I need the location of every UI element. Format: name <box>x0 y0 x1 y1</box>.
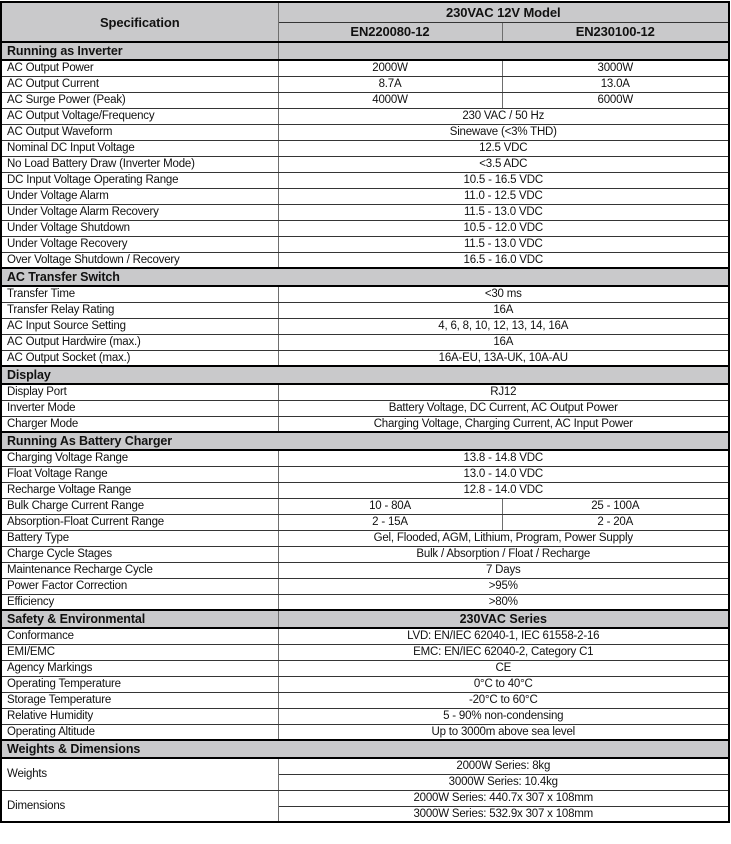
spec-row <box>1 334 729 350</box>
model-column-header-1: EN220080-12 <box>278 22 502 42</box>
spec-value-cell: 12.8 - 14.0 VDC <box>278 482 729 498</box>
spec-value-cell: Up to 3000m above sea level <box>278 724 729 740</box>
spec-label-cell: AC Output Waveform <box>1 124 278 140</box>
spec-value-cell: Bulk / Absorption / Float / Recharge <box>278 546 729 562</box>
spec-value-cell: 10.5 - 16.5 VDC <box>278 172 729 188</box>
spec-row <box>1 482 729 498</box>
spec-row <box>1 724 729 740</box>
spec-row <box>1 628 729 644</box>
spec-label-cell: Charge Cycle Stages <box>1 546 278 562</box>
spec-value-cell: 13.0A <box>502 76 729 92</box>
spec-label-cell: Conformance <box>1 628 278 644</box>
spec-label-cell: Efficiency <box>1 594 278 610</box>
spec-row <box>1 302 729 318</box>
spec-label-cell: AC Surge Power (Peak) <box>1 92 278 108</box>
spec-value-cell: 3000W <box>502 60 729 76</box>
spec-value-cell: LVD: EN/IEC 62040-1, IEC 61558-2-16 <box>278 628 729 644</box>
spec-row <box>1 416 729 432</box>
spec-table-body <box>1 42 729 822</box>
spec-row <box>1 660 729 676</box>
spec-row <box>1 758 729 774</box>
spec-value-cell: 12.5 VDC <box>278 140 729 156</box>
spec-value-cell: 11.0 - 12.5 VDC <box>278 188 729 204</box>
spec-row <box>1 318 729 334</box>
spec-value-cell: 13.0 - 14.0 VDC <box>278 466 729 482</box>
spec-row <box>1 790 729 806</box>
spec-value-cell: Gel, Flooded, AGM, Lithium, Program, Power Supply <box>278 530 729 546</box>
section-title-cell: Running as Inverter <box>1 42 278 60</box>
spec-label-cell: AC Input Source Setting <box>1 318 278 334</box>
spec-value-cell: 11.5 - 13.0 VDC <box>278 204 729 220</box>
spec-value-cell: 3000W Series: 10.4kg <box>278 774 729 790</box>
spec-value-cell: 2000W Series: 8kg <box>278 758 729 774</box>
spec-label-cell: Transfer Relay Rating <box>1 302 278 318</box>
section-title-cell: Weights & Dimensions <box>1 740 729 758</box>
spec-value-cell: -20°C to 60°C <box>278 692 729 708</box>
spec-row <box>1 350 729 366</box>
spec-row <box>1 692 729 708</box>
section-value-cell: 230VAC Series <box>278 610 729 628</box>
section-header-row <box>1 268 729 286</box>
spec-column-header: Specification <box>1 2 278 42</box>
spec-row <box>1 252 729 268</box>
spec-label-cell: Relative Humidity <box>1 708 278 724</box>
spec-row <box>1 466 729 482</box>
spec-row <box>1 188 729 204</box>
spec-value-cell: Battery Voltage, DC Current, AC Output Power <box>278 400 729 416</box>
spec-label-cell: AC Output Hardwire (max.) <box>1 334 278 350</box>
spec-value-cell: 2000W Series: 440.7x 307 x 108mm <box>278 790 729 806</box>
spec-label-cell: Power Factor Correction <box>1 578 278 594</box>
spec-row <box>1 236 729 252</box>
section-title-cell: Display <box>1 366 729 384</box>
spec-row <box>1 108 729 124</box>
spec-row <box>1 92 729 108</box>
spec-value-cell: 0°C to 40°C <box>278 676 729 692</box>
spec-value-cell: 10.5 - 12.0 VDC <box>278 220 729 236</box>
spec-value-cell: 5 - 90% non-condensing <box>278 708 729 724</box>
spec-row <box>1 60 729 76</box>
model-column-header-2: EN230100-12 <box>502 22 729 42</box>
spec-label-cell: Under Voltage Alarm Recovery <box>1 204 278 220</box>
spec-value-cell: <30 ms <box>278 286 729 302</box>
spec-label-cell: No Load Battery Draw (Inverter Mode) <box>1 156 278 172</box>
spec-label-cell: Display Port <box>1 384 278 400</box>
spec-row <box>1 140 729 156</box>
spec-label-cell: AC Output Power <box>1 60 278 76</box>
spec-value-cell: EMC: EN/IEC 62040-2, Category C1 <box>278 644 729 660</box>
spec-value-cell: 16A <box>278 302 729 318</box>
spec-value-cell: 230 VAC / 50 Hz <box>278 108 729 124</box>
spec-label-cell: Over Voltage Shutdown / Recovery <box>1 252 278 268</box>
spec-value-cell: CE <box>278 660 729 676</box>
header-row-group <box>1 2 729 22</box>
spec-value-cell: 2 - 15A <box>278 514 502 530</box>
section-header-row <box>1 42 729 60</box>
spec-value-cell: 7 Days <box>278 562 729 578</box>
spec-row <box>1 172 729 188</box>
spec-value-cell: 16A-EU, 13A-UK, 10A-AU <box>278 350 729 366</box>
spec-value-cell: 13.8 - 14.8 VDC <box>278 450 729 466</box>
section-title-cell: Safety & Environmental <box>1 610 278 628</box>
spec-row <box>1 562 729 578</box>
specification-table <box>0 1 730 823</box>
spec-label-cell: Recharge Voltage Range <box>1 482 278 498</box>
spec-value-cell: >80% <box>278 594 729 610</box>
spec-label-cell: Bulk Charge Current Range <box>1 498 278 514</box>
spec-label-cell: Absorption-Float Current Range <box>1 514 278 530</box>
spec-row <box>1 498 729 514</box>
spec-value-cell: 16.5 - 16.0 VDC <box>278 252 729 268</box>
spec-row <box>1 204 729 220</box>
spec-label-cell: Maintenance Recharge Cycle <box>1 562 278 578</box>
spec-row <box>1 384 729 400</box>
spec-row <box>1 644 729 660</box>
section-header-row <box>1 366 729 384</box>
spec-label-cell: EMI/EMC <box>1 644 278 660</box>
spec-row <box>1 708 729 724</box>
section-header-row <box>1 740 729 758</box>
spec-row <box>1 450 729 466</box>
spec-value-cell: 25 - 100A <box>502 498 729 514</box>
spec-label-cell: Agency Markings <box>1 660 278 676</box>
spec-value-cell: 4000W <box>278 92 502 108</box>
spec-label-cell: DC Input Voltage Operating Range <box>1 172 278 188</box>
spec-label-cell: Dimensions <box>1 790 278 822</box>
spec-value-cell: 3000W Series: 532.9x 307 x 108mm <box>278 806 729 822</box>
spec-row <box>1 676 729 692</box>
spec-label-cell: AC Output Current <box>1 76 278 92</box>
spec-value-cell: Charging Voltage, Charging Current, AC Input Power <box>278 416 729 432</box>
spec-label-cell: Battery Type <box>1 530 278 546</box>
spec-label-cell: AC Output Socket (max.) <box>1 350 278 366</box>
spec-value-cell: Sinewave (<3% THD) <box>278 124 729 140</box>
spec-table-header <box>1 2 729 42</box>
spec-label-cell: Operating Temperature <box>1 676 278 692</box>
spec-label-cell: Inverter Mode <box>1 400 278 416</box>
spec-row <box>1 156 729 172</box>
spec-value-cell: >95% <box>278 578 729 594</box>
spec-value-cell: 6000W <box>502 92 729 108</box>
spec-label-cell: AC Output Voltage/Frequency <box>1 108 278 124</box>
spec-value-cell: <3.5 ADC <box>278 156 729 172</box>
spec-value-cell: 16A <box>278 334 729 350</box>
spec-label-cell: Nominal DC Input Voltage <box>1 140 278 156</box>
spec-label-cell: Charging Voltage Range <box>1 450 278 466</box>
spec-label-cell: Under Voltage Alarm <box>1 188 278 204</box>
spec-label-cell: Float Voltage Range <box>1 466 278 482</box>
spec-value-cell: 2 - 20A <box>502 514 729 530</box>
model-group-header: 230VAC 12V Model <box>278 2 729 22</box>
spec-value-cell: RJ12 <box>278 384 729 400</box>
spec-row <box>1 530 729 546</box>
spec-label-cell: Under Voltage Shutdown <box>1 220 278 236</box>
section-title-cell: Running As Battery Charger <box>1 432 729 450</box>
section-title-cell: AC Transfer Switch <box>1 268 729 286</box>
spec-row <box>1 286 729 302</box>
spec-row <box>1 514 729 530</box>
spec-row <box>1 220 729 236</box>
spec-row <box>1 76 729 92</box>
spec-value-cell: 8.7A <box>278 76 502 92</box>
spec-label-cell: Under Voltage Recovery <box>1 236 278 252</box>
section-header-row <box>1 610 729 628</box>
spec-value-cell: 2000W <box>278 60 502 76</box>
spec-row <box>1 400 729 416</box>
spec-row <box>1 594 729 610</box>
section-header-row <box>1 432 729 450</box>
spec-value-cell: 4, 6, 8, 10, 12, 13, 14, 16A <box>278 318 729 334</box>
spec-label-cell: Charger Mode <box>1 416 278 432</box>
spec-value-cell: 10 - 80A <box>278 498 502 514</box>
spec-row <box>1 124 729 140</box>
spec-value-cell: 11.5 - 13.0 VDC <box>278 236 729 252</box>
spec-label-cell: Operating Altitude <box>1 724 278 740</box>
section-value-cell <box>278 42 729 60</box>
spec-label-cell: Weights <box>1 758 278 790</box>
spec-label-cell: Transfer Time <box>1 286 278 302</box>
spec-label-cell: Storage Temperature <box>1 692 278 708</box>
spec-row <box>1 578 729 594</box>
spec-row <box>1 546 729 562</box>
